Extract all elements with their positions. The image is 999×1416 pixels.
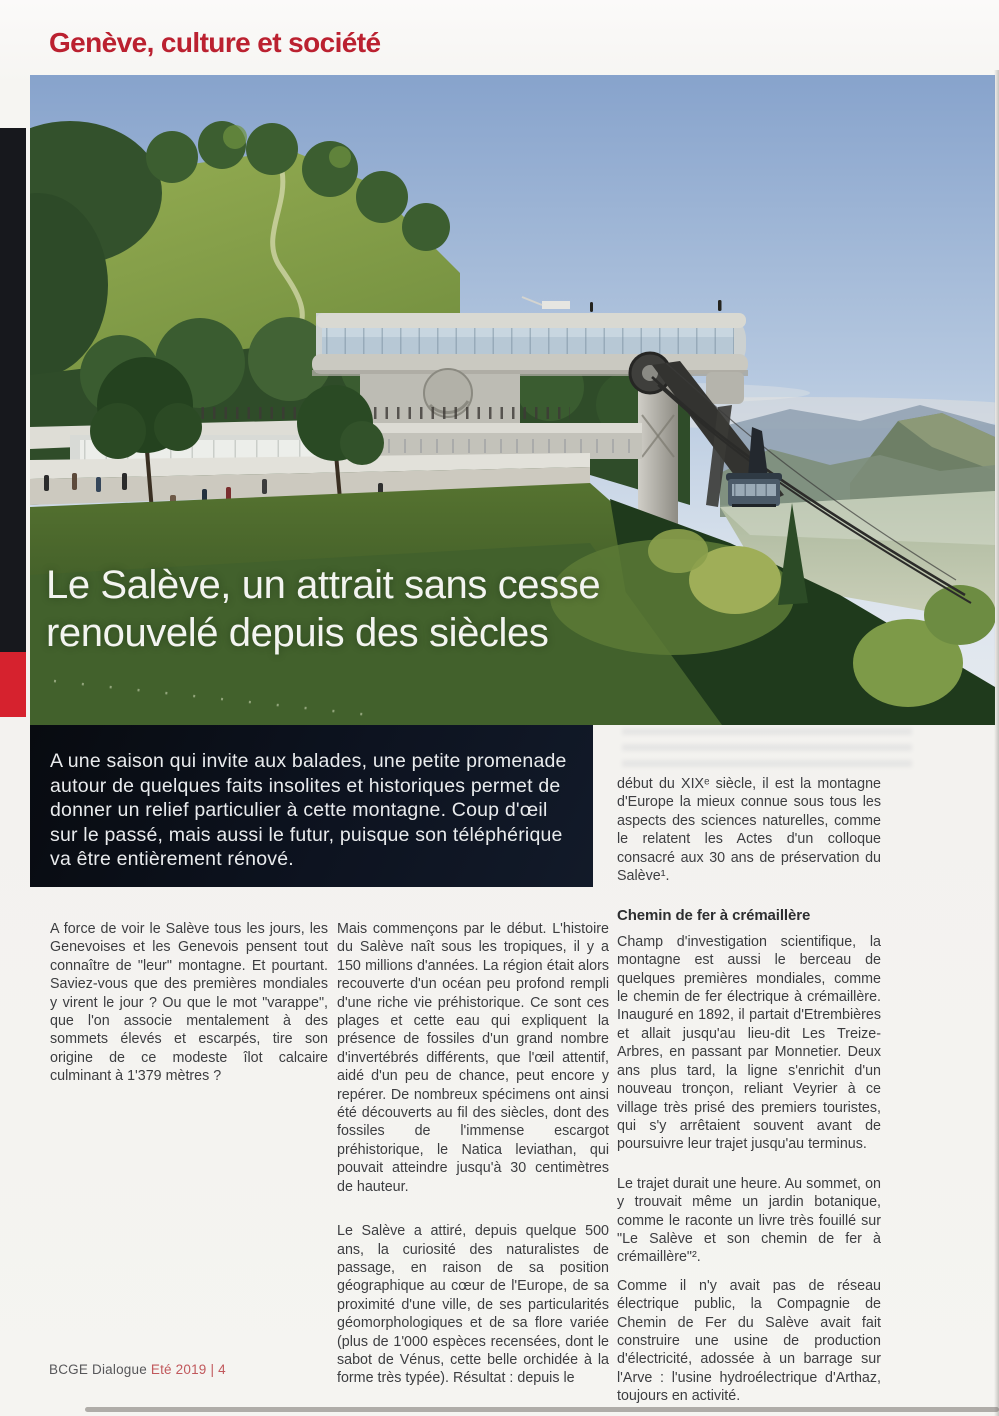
paragraph: A force de voir le Salève tous les jours, les Genevoises et les Genevois pensent tout connaître de "leur" montagne. Et pourtant. Saviez-vous que des premières mondiales y virent le jour ? Ou que le mot "varappe", que l'on associe mentalement à des sommets élevés et escarpés, tire son origine de ce modeste îlot calcaire culminant à 1'379 mètres ? [50, 921, 328, 1085]
scan-edge-right [994, 70, 999, 1416]
footer-issue-page: Eté 2019 | 4 [150, 1362, 226, 1377]
section-header: Genève, culture et société [49, 27, 381, 58]
article-title [46, 561, 600, 657]
paragraph: Comme il n'y avait pas de réseau électrique public, la Compagnie de Chemin de Fer du Salève avait fait construire une usine de production d'électricité, adossée à un barrage sur l'Arve : l'usine hydroélectrique d'Arthaz, toujours en activité. [617, 1277, 881, 1405]
intro-lead-text: A une saison qui invite aux balades, une petite promenade autour de quelques faits insolites et historiques permet de donner un relief particulier à cette montagne. Coup d'œil sur le passé, mais aussi le futur, puisque son téléphérique va être entièrement rénové. [50, 750, 567, 871]
paragraph: Mais commençons par le début. L'histoire du Salève naît sous les tropiques, il y a 150 millions d'années. La région était alors recouverte d'un océan peu profond rempli d'une riche vie préhistorique. Ce sont ces plages et cette eau qui expliquent la présence de fossiles d'un grand nombre d'invertébrés différents, que l'œil attentif, aidé d'un peu de chance, peut encore y repérer. De nombreux spécimens ont ainsi été découverts au fil des siècles, dont des fossiles de l'immense escargot préhistorique, le Natica leviathan, qui pouvait atteindre jusqu'à 30 centimètres de hauteur. [337, 921, 609, 1195]
print-bleedthrough [622, 728, 912, 768]
roof-antenna [542, 301, 570, 309]
hero-photo-saleve-station [30, 75, 995, 725]
paragraph: début du XIXᵉ siècle, il est la montagne d'Europe la mieux connue sous tous les aspects des sciences naturelles, comme le relatent les Actes d'un colloque consacré aux 30 ans de préservation du Salève¹. [617, 776, 881, 885]
intro-lead-box [30, 725, 593, 887]
paragraph: Le trajet durait une heure. Au sommet, on y trouvait même un jardin botanique, comme le raconte un livre très fouillé sur "Le Salève et son chemin de fer à crémaillère"². [617, 1175, 881, 1266]
footer-magazine-name: BCGE Dialogue [49, 1362, 147, 1377]
article-title-line1: Le Salève, un attrait sans cesse [46, 563, 601, 607]
page-footer [49, 1362, 226, 1377]
body-column-3 [617, 775, 881, 1406]
article-title-line2: renouvelé depuis des siècles [46, 611, 549, 655]
cable-wheel-housing [424, 369, 472, 417]
left-margin-black-bar [0, 128, 26, 652]
scan-edge-bottom [85, 1407, 999, 1412]
subsection-heading: Chemin de fer à crémaillère [617, 907, 811, 925]
left-margin-red-square [0, 652, 26, 717]
paragraph: Champ d'investigation scientifique, la montagne est aussi le berceau de quelques premières mondiales, comme le chemin de fer électrique à crémaillère. Inauguré en 1892, il partait d'Etrembières et allait jusqu'au lieu-dit Les Treize-Arbres, en passant par Monnetier. Deux ans plus tard, la ligne s'enrichit d'un nouveau tronçon, reliant Veyrier à ce village très prisé des premiers touristes, qui s'y arrêtaient souvent avant de poursuivre leur trajet jusqu'au terminus. [617, 933, 881, 1153]
body-column-2 [337, 920, 609, 1388]
paragraph: Le Salève a attiré, depuis quelque 500 ans, la curiosité des naturalistes de passage, en raison de sa position géographique au cœur de l'Europe, de sa proximité d'une ville, de ses particularités géomorphologiques et de sa flore variée (plus de 1'000 espèces recensées, dont le sabot de Vénus, cette belle orchidée à la forme très typée). Résultat : depuis le [337, 1223, 609, 1387]
body-column-1 [50, 920, 328, 1086]
